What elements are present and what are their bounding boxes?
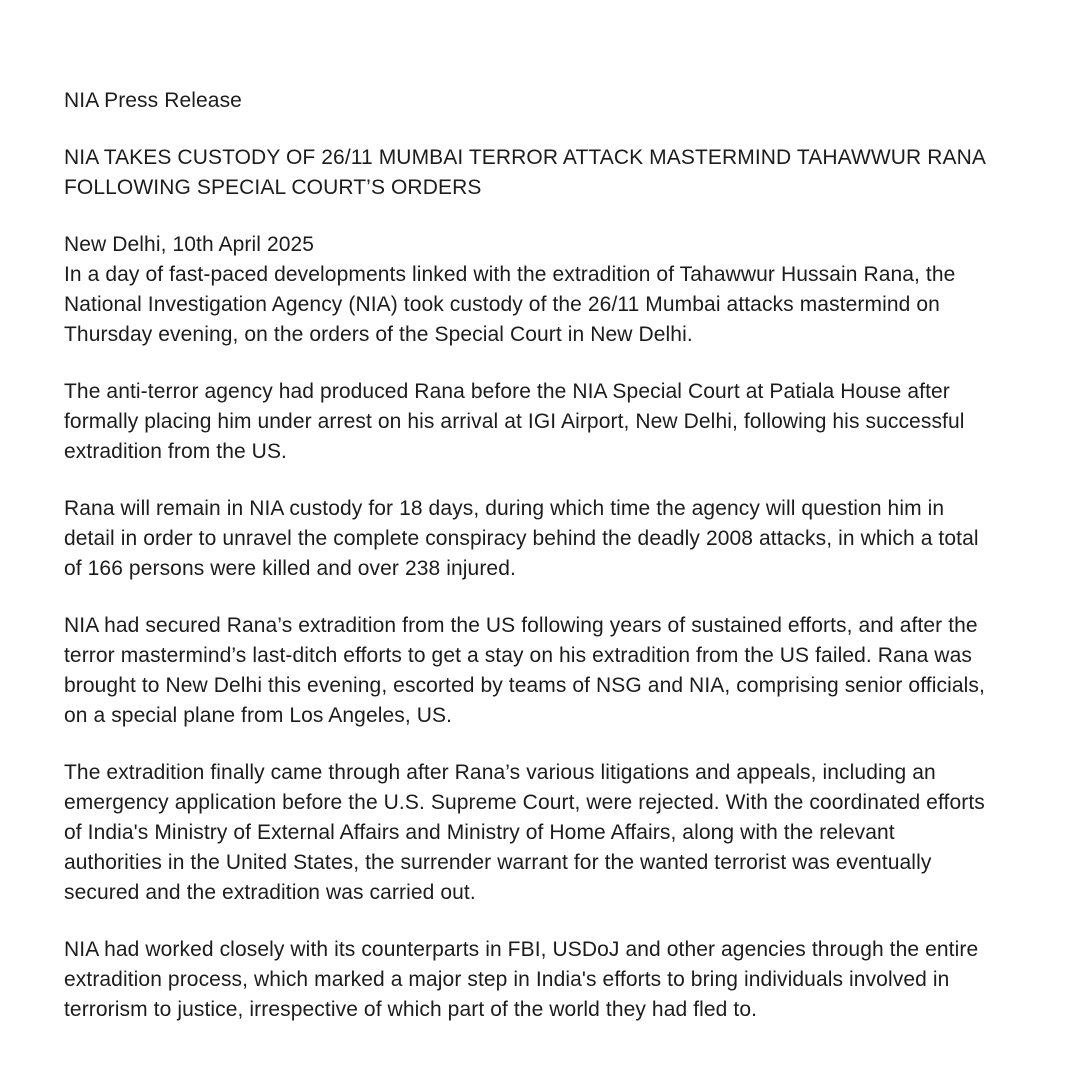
page-title: NIA TAKES CUSTODY OF 26/11 MUMBAI TERROR ATTACK MASTERMIND TAHAWWUR RANA FOLLOWING SPECIAL COURT’S ORDERS xyxy=(64,146,985,199)
body-paragraph-2: The anti-terror agency had produced Rana before the NIA Special Court at Patiala House after formally placing him under arrest on his arrival at IGI Airport, New Delhi, following his successful extradition from the US. xyxy=(64,380,965,463)
body-paragraph-6: NIA had worked closely with its counterparts in FBI, USDoJ and other agencies through the entire extradition process, which marked a major step in India's efforts to bring individuals involved in terrorism to justice, irrespective of which part of the world they had fled to. xyxy=(64,938,979,1021)
body-paragraph-1: In a day of fast-paced developments linked with the extradition of Tahawwur Hussain Rana, the National Investigation Agency (NIA) took custody of the 26/11 Mumbai attacks mastermind on Thursday evening, on the orders of the Special Court in New Delhi. xyxy=(64,263,956,346)
dateline: New Delhi, 10th April 2025 xyxy=(64,233,315,256)
lead-block xyxy=(64,230,996,350)
body-paragraph-5: The extradition finally came through after Rana’s various litigations and appeals, including an emergency application before the U.S. Supreme Court, were rejected. With the coordinated efforts of India's Ministry of External Affairs and Ministry of Home Affairs, along with the relevant authorities in the United States, the surrender warrant for the wanted terrorist was eventually secured and the extradition was carried out. xyxy=(64,761,985,904)
document-header: NIA Press Release xyxy=(64,89,242,112)
body-paragraph-4: NIA had secured Rana’s extradition from the US following years of sustained efforts, and after the terror mastermind’s last-ditch efforts to get a stay on his extradition from the US failed. Rana was brought to New Delhi this evening, escorted by teams of NSG and NIA, comprising senior officials, on a special plane from Los Angeles, US. xyxy=(64,614,985,727)
body-paragraph-3: Rana will remain in NIA custody for 18 days, during which time the agency will question him in detail in order to unravel the complete conspiracy behind the deadly 2008 attacks, in which a total of 166 persons were killed and over 238 injured. xyxy=(64,497,979,580)
